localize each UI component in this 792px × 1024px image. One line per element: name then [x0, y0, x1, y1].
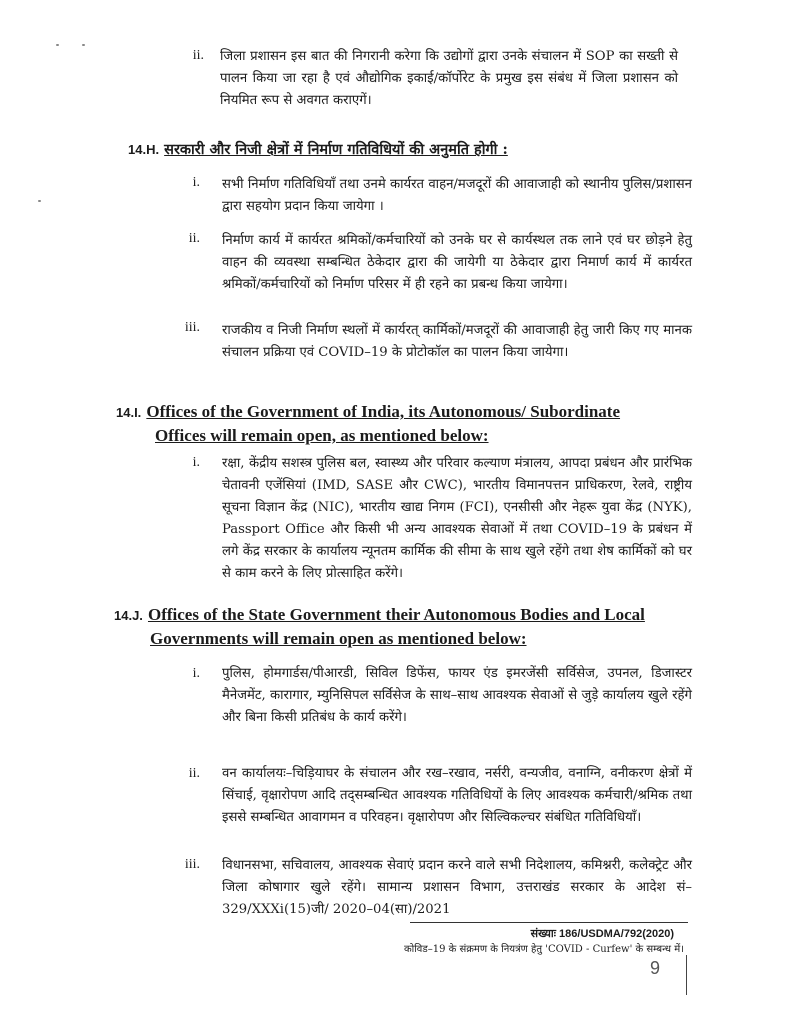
section-title-line2: Offices will remain open, as mentioned below: — [155, 426, 489, 445]
list-number: iii. — [184, 857, 200, 872]
footer-subject: कोविड–19 के संक्रमण के नियत्रंण हेतु 'COVID - Curfew' के सम्बन्ध में। — [403, 944, 684, 955]
section-title-line2: Governments will remain open as mentioned below: — [150, 629, 527, 648]
list-number: i. — [192, 175, 200, 190]
section-heading-14j — [114, 603, 714, 651]
section-title-line1: Offices of the State Government their Autonomous Bodies and Local — [147, 605, 645, 624]
section-number: 14.I. — [116, 405, 142, 420]
list-number: ii. — [188, 766, 200, 781]
list-item-text: वन कार्यालयः–चिड़ियाघर के संचालन और रख–रखाव, नर्सरी, वन्यजीव, वनाग्नि, वनीकरण क्षेत्रों में सिंचाई, वृक्षारोपण आदि तद्सम्बन्धित आवश्यक गतिविधियों के लिए आवश्यक कर्मचारी/श्रमिक तथा इससे सम्बन्धित आवागमन व परिवहन। वृक्षारोपण और सिल्विकल्चर संबंधित गतिविधियाँ। — [222, 766, 692, 825]
list-item-text: पुलिस, होमगार्डस/पीआरडी, सिविल डिफेंस, फायर एंड इमरजेंसी सर्विसेज, उपनल, डिजास्टर मैनेजमेंट, कारागार, म्युनिसिपल सर्विसेज के साथ–साथ आवश्यक सेवाओं से जुड़े कार्यालय खुले रहेंगे और बिना किसी प्रतिबंध के कार्य करेंगे। — [222, 666, 692, 725]
section-number: 14.H. — [128, 142, 160, 157]
list-number: i. — [192, 455, 200, 470]
scan-speck — [82, 44, 85, 46]
scan-speck — [38, 200, 41, 202]
list-item-text: विधानसभा, सचिवालय, आवश्यक सेवाएं प्रदान करने वाले सभी निदेशालय, कमिश्नरी, कलेक्ट्रेट और जिला कोषागार खुले रहेंगे। सामान्य प्रशासन विभाग, उत्तराखंड सरकार के आदेश सं–329/XXXi(15)जी/ 2020–04(सा)/2021 — [222, 858, 692, 917]
list-item-text: रक्षा, केंद्रीय सशस्त्र पुलिस बल, स्वास्थ्य और परिवार कल्याण मंत्रालय, आपदा प्रबंधन और प्रारंभिक चेतावनी एजेंसियां (IMD, SASE और CWC), भारतीय विमानपत्तन प्राधिकरण, रेलवे, राष्ट्रीय सूचना विज्ञान केंद्र (NIC), भारतीय खाद्य निगम (FCI), एनसीसी और नेहरू युवा केंद्र (NYK), Passport Office और किसी भी अन्य आवश्यक सेवाओं में तथा COVID–19 के प्रबंधन में लगे केंद्र सरकार के कार्यालय न्यूनतम कार्मिक की सीमा के साथ खुले रहेंगे तथा शेष कार्मिकों को घर से काम करने के लिए प्रोत्साहित करेंगे। — [222, 456, 692, 581]
list-item-text: जिला प्रशासन इस बात की निगरानी करेगा कि उद्योगों द्वारा उनके संचालन में SOP का सख्ती से पालन किया जा रहा है एवं औद्योगिक इकाई/कॉर्पोरेट के प्रमुख इस संबंध में जिला प्रशासन को नियमित रूप से अवगत कराएगें। — [220, 49, 678, 108]
section-heading-14h — [128, 139, 688, 161]
section-number: 14.J. — [114, 608, 143, 623]
footer-reference: संख्याः 186/USDMA/792(2020) — [530, 928, 674, 940]
section-title-line1: Offices of the Government of India, its Autonomous/ Subordinate — [146, 402, 621, 421]
list-number: iii. — [184, 320, 200, 335]
footer-vertical-rule — [686, 955, 687, 995]
section-heading-14i — [116, 400, 706, 448]
footer-rule — [410, 922, 688, 923]
list-item-text: राजकीय व निजी निर्माण स्थलों में कार्यरत् कार्मिकों/मजदूरों की आवाजाही हेतु जारी किए गए मानक संचालन प्रक्रिया एवं COVID–19 के प्रोटोकॉल का पालन किया जायेगा। — [222, 323, 692, 360]
list-item-text: निर्माण कार्य में कार्यरत श्रमिकों/कर्मचारियों को उनके घर से कार्यस्थल तक लाने एवं घर छोड़ने हेतु वाहन की व्यवस्था सम्बन्धित ठेकेदार द्वारा की जायेगी या ठेकेदार द्वारा निमार्ण कार्य में कार्यरत श्रमिकों/कर्मचारियों को निर्माण परिसर में ही रहने का प्रबन्ध किया जायेगा। — [222, 233, 692, 292]
list-number: ii. — [188, 231, 200, 246]
list-number: i. — [192, 666, 200, 681]
page-number: 9 — [650, 958, 661, 978]
section-title: सरकारी और निजी क्षेत्रों में निर्माण गतिविधियों की अनुमति होगी : — [164, 141, 508, 158]
scan-speck — [56, 44, 59, 46]
list-item-text: सभी निर्माण गतिविधियाँ तथा उनमे कार्यरत वाहन/मजदूरों की आवाजाही को स्थानीय पुलिस/प्रशासन द्वारा सहयोग प्रदान किया जायेगा । — [222, 177, 692, 214]
list-number: ii. — [192, 48, 204, 63]
